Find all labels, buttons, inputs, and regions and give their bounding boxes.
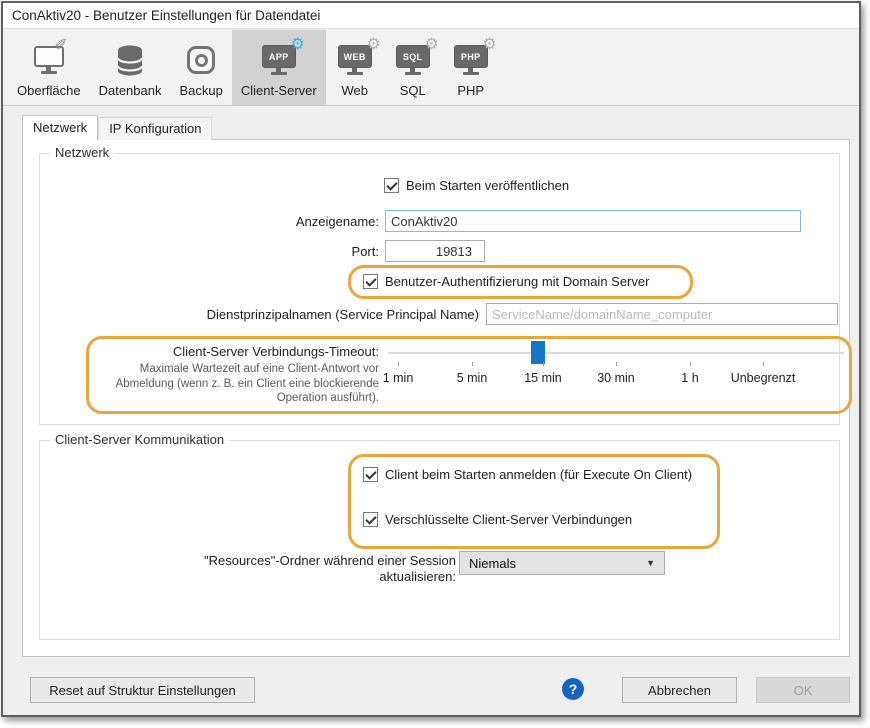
resources-folder-label bbox=[156, 553, 456, 585]
lifebuoy-icon bbox=[181, 40, 221, 80]
monitor-pencil-icon bbox=[29, 36, 72, 80]
slider-tick bbox=[690, 362, 691, 366]
settings-dialog bbox=[1, 1, 861, 717]
slider-tick-label: 1 min bbox=[382, 371, 414, 385]
checkbox-checked-icon[interactable] bbox=[363, 512, 378, 527]
slider-tick bbox=[543, 362, 544, 366]
execute-on-client-checkbox-row[interactable] bbox=[363, 467, 692, 482]
group-netzwerk-title: Netzwerk bbox=[50, 145, 114, 160]
tab-ip-konfiguration[interactable]: IP Konfiguration bbox=[98, 117, 212, 140]
execute-on-client-label: Client beim Starten anmelden (für Execute On Client) bbox=[385, 467, 693, 482]
monitor-screen-text: PHP bbox=[454, 45, 488, 68]
window-title: ConAktiv20 - Benutzer Einstellungen für Datendatei bbox=[12, 8, 321, 23]
reset-structure-settings-button[interactable]: Reset auf Struktur Einstellungen bbox=[30, 677, 255, 703]
monitor-app-gear-icon bbox=[259, 34, 305, 80]
publish-on-start-label: Beim Starten veröffentlichen bbox=[406, 178, 570, 193]
resources-folder-dropdown[interactable] bbox=[459, 551, 665, 575]
monitor-screen-text: WEB bbox=[338, 45, 372, 68]
tab-page-netzwerk bbox=[22, 139, 850, 657]
toolbar-item-php[interactable] bbox=[442, 30, 500, 105]
ok-button[interactable]: OK bbox=[756, 677, 850, 703]
slider-tick bbox=[616, 362, 617, 366]
slider-tick bbox=[763, 362, 764, 366]
port-label: Port: bbox=[351, 244, 379, 259]
slider-tick bbox=[398, 362, 399, 366]
encrypted-connections-checkbox-row[interactable] bbox=[363, 512, 632, 527]
checkbox-checked-icon[interactable] bbox=[384, 178, 399, 193]
checkbox-checked-icon[interactable] bbox=[363, 467, 378, 482]
timeout-label: Client-Server Verbindungs-Timeout: bbox=[172, 344, 379, 359]
timeout-help-line: Operation ausführt). bbox=[276, 392, 379, 404]
chevron-down-icon: ▼ bbox=[646, 558, 655, 568]
publish-on-start-checkbox-row[interactable] bbox=[384, 178, 569, 193]
settings-toolbar bbox=[3, 30, 859, 106]
title-bar bbox=[3, 3, 859, 29]
slider-tick-label: Unbegrenzt bbox=[730, 371, 796, 385]
timeout-slider-track[interactable] bbox=[388, 352, 844, 354]
toolbar-item-sql[interactable] bbox=[384, 30, 442, 105]
monitor-screen-text: APP bbox=[262, 45, 296, 68]
timeout-slider-thumb[interactable] bbox=[531, 341, 545, 364]
port-input[interactable] bbox=[385, 240, 485, 262]
toolbar-item-label: Datenbank bbox=[98, 83, 162, 98]
slider-tick-label: 15 min bbox=[524, 371, 562, 385]
anzeigename-input[interactable] bbox=[385, 210, 801, 232]
spn-label: Dienstprinzipalnamen (Service Principal Name) bbox=[206, 307, 479, 322]
toolbar-item-web[interactable] bbox=[326, 30, 384, 105]
timeout-help-line: Maximale Wartezeit auf eine Client-Antwort vor bbox=[139, 363, 379, 375]
gear-icon: ⚙ bbox=[424, 34, 439, 53]
database-icon bbox=[110, 40, 150, 80]
gear-icon: ⚙ bbox=[482, 34, 497, 53]
toolbar-item-label: SQL bbox=[399, 83, 426, 98]
domain-auth-checkbox-row[interactable] bbox=[363, 274, 649, 289]
help-icon[interactable]: ? bbox=[562, 678, 584, 700]
pencil-icon: ✎ bbox=[52, 36, 72, 51]
gear-icon: ⚙ bbox=[366, 34, 381, 53]
toolbar-item-label: Client-Server bbox=[240, 83, 317, 98]
slider-tick-label: 30 min bbox=[597, 371, 635, 385]
slider-tick bbox=[472, 362, 473, 366]
timeout-help-text bbox=[93, 362, 379, 406]
anzeigename-label: Anzeigename: bbox=[295, 214, 379, 229]
toolbar-item-label: PHP bbox=[457, 83, 485, 98]
gear-icon: ⚙ bbox=[290, 34, 305, 53]
group-kommunikation-title: Client-Server Kommunikation bbox=[50, 432, 229, 447]
toolbar-item-label: Backup bbox=[179, 83, 223, 98]
monitor-php-gear-icon bbox=[451, 34, 497, 80]
monitor-sql-gear-icon bbox=[393, 34, 439, 80]
toolbar-item-label: Web bbox=[341, 83, 368, 98]
resources-folder-label-line1: "Resources"-Ordner während einer Session bbox=[203, 553, 456, 568]
toolbar-item-label: Oberfläche bbox=[17, 83, 81, 98]
toolbar-item-oberflaeche[interactable] bbox=[8, 30, 90, 105]
tab-bar bbox=[22, 115, 212, 140]
tab-netzwerk[interactable]: Netzwerk bbox=[22, 115, 98, 140]
timeout-help-line: Abmeldung (wenn z. B. ein Client eine blockierende bbox=[115, 377, 379, 390]
checkbox-checked-icon[interactable] bbox=[363, 274, 378, 289]
domain-auth-label: Benutzer-Authentifizierung mit Domain Server bbox=[385, 274, 650, 289]
spn-input[interactable] bbox=[486, 303, 838, 325]
toolbar-item-client-server[interactable] bbox=[232, 30, 326, 105]
resources-folder-label-line2: aktualisieren: bbox=[379, 569, 456, 584]
encrypted-connections-label: Verschlüsselte Client-Server Verbindungen bbox=[385, 512, 633, 527]
slider-tick-label: 1 h bbox=[681, 371, 699, 385]
resources-folder-selected-value: Niemals bbox=[469, 555, 516, 571]
monitor-web-gear-icon bbox=[335, 34, 381, 80]
toolbar-item-datenbank[interactable] bbox=[90, 30, 171, 105]
toolbar-item-backup[interactable] bbox=[170, 30, 231, 105]
cancel-button[interactable]: Abbrechen bbox=[622, 677, 737, 703]
monitor-screen-text: SQL bbox=[396, 45, 430, 68]
slider-tick-label: 5 min bbox=[456, 371, 488, 385]
